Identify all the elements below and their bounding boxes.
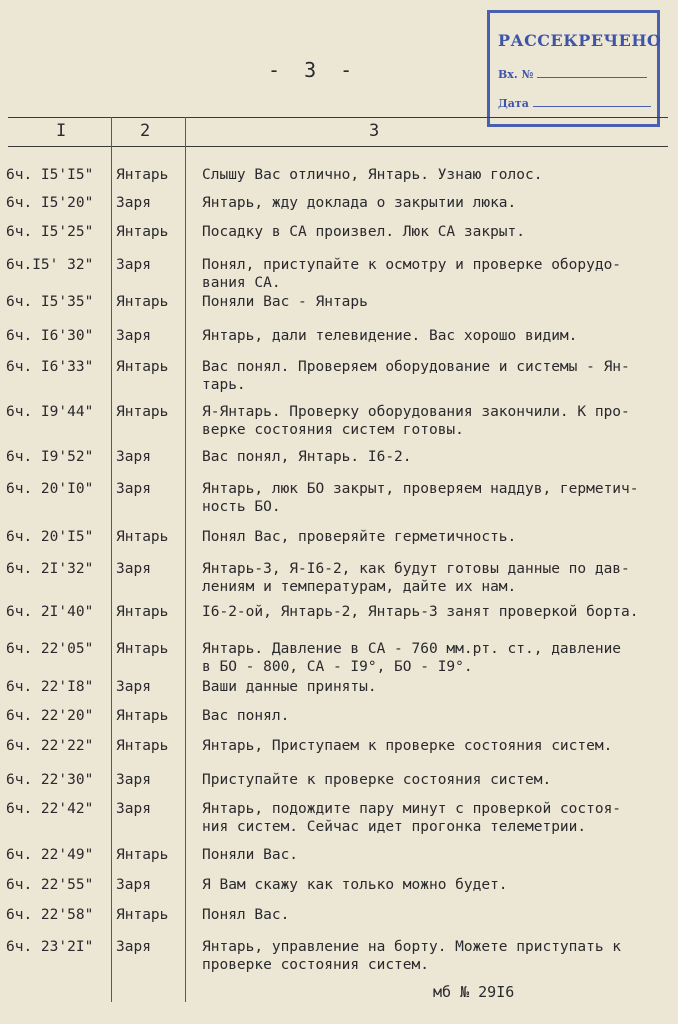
row-callsign: Заря: [116, 449, 151, 465]
row-time: 6ч. I6'33": [6, 359, 94, 375]
row-callsign: Янтарь: [116, 224, 169, 240]
row-message: Вас понял. Проверяем оборудование и системы - Ян- тарь.: [202, 359, 630, 393]
row-time: 6ч.I5' 32": [6, 257, 94, 273]
column-divider-2: [185, 117, 186, 1002]
row-time: 6ч. I5'20": [6, 195, 94, 211]
row-time: 6ч. 23'2I": [6, 939, 94, 955]
stamp-date-label: Дата: [498, 97, 529, 110]
stamp-date: [498, 97, 651, 110]
row-message: Понял Вас.: [202, 907, 290, 923]
row-time: 6ч. 20'I5": [6, 529, 94, 545]
row-callsign: Заря: [116, 679, 151, 695]
row-message: Поняли Вас - Янтарь: [202, 294, 368, 310]
stamp-title: РАССЕКРЕЧЕНО: [498, 31, 662, 50]
document-number: мб № 29I6: [433, 983, 515, 1001]
row-time: 6ч. 2I'40": [6, 604, 94, 620]
row-time: 6ч. 20'I0": [6, 481, 94, 497]
row-callsign: Янтарь: [116, 294, 169, 310]
row-callsign: Заря: [116, 195, 151, 211]
row-time: 6ч. I5'25": [6, 224, 94, 240]
stamp-date-line: [533, 106, 651, 107]
row-time: 6ч. I6'30": [6, 328, 94, 344]
row-callsign: Заря: [116, 877, 151, 893]
row-time: 6ч. 22'49": [6, 847, 94, 863]
row-time: 6ч. 22'55": [6, 877, 94, 893]
row-message: Янтарь. Давление в СА - 760 мм.рт. ст., давление в БО - 800, СА - I9°, БО - I9°.: [202, 641, 622, 675]
row-message: I6-2-ой, Янтарь-2, Янтарь-3 занят проверкой борта.: [202, 604, 639, 620]
table-header-rule: [8, 146, 668, 147]
row-message: Янтарь, дали телевидение. Вас хорошо видим.: [202, 328, 578, 344]
column-header-3: 3: [369, 121, 380, 141]
row-message: Янтарь, жду доклада о закрытии люка.: [202, 195, 517, 211]
column-divider-1: [111, 117, 112, 1002]
row-callsign: Заря: [116, 257, 151, 273]
row-time: 6ч. 2I'32": [6, 561, 94, 577]
row-callsign: Заря: [116, 939, 151, 955]
row-callsign: Янтарь: [116, 907, 169, 923]
stamp-vx-label: Вх. №: [498, 68, 534, 81]
declassified-stamp: [487, 10, 660, 127]
table-top-rule: [8, 117, 668, 118]
row-message: Вас понял, Янтарь. I6-2.: [202, 449, 412, 465]
row-message: Я-Янтарь. Проверку оборудования закончили. К про- верке состояния систем готовы.: [202, 404, 630, 438]
row-time: 6ч. I9'52": [6, 449, 94, 465]
row-time: 6ч. I5'I5": [6, 167, 94, 183]
row-time: 6ч. I5'35": [6, 294, 94, 310]
row-callsign: Заря: [116, 561, 151, 577]
row-callsign: Заря: [116, 801, 151, 817]
row-message: Понял Вас, проверяйте герметичность.: [202, 529, 517, 545]
page-number: - 3 -: [268, 58, 359, 82]
row-callsign: Заря: [116, 772, 151, 788]
stamp-incoming-number: [498, 68, 647, 81]
row-callsign: Янтарь: [116, 604, 169, 620]
row-callsign: Заря: [116, 328, 151, 344]
row-callsign: Янтарь: [116, 167, 169, 183]
row-callsign: Заря: [116, 481, 151, 497]
row-time: 6ч. 22'42": [6, 801, 94, 817]
row-message: Янтарь, управление на борту. Можете приступать к проверке состояния систем.: [202, 939, 622, 973]
row-callsign: Янтарь: [116, 359, 169, 375]
row-message: Янтарь, подождите пару минут с проверкой состоя- ния систем. Сейчас идет прогонка телеметрии.: [202, 801, 622, 835]
row-message: Понял, приступайте к осмотру и проверке оборудо- вания СА.: [202, 257, 622, 291]
row-message: Янтарь, люк БО закрыт, проверяем наддув, герметич- ность БО.: [202, 481, 639, 515]
row-message: Янтарь-3, Я-I6-2, как будут готовы данные по дав- лениям и температурам, дайте их нам.: [202, 561, 630, 595]
row-time: 6ч. 22'05": [6, 641, 94, 657]
row-time: 6ч. 22'20": [6, 708, 94, 724]
column-header-1: I: [56, 121, 67, 141]
row-time: 6ч. I9'44": [6, 404, 94, 420]
row-callsign: Янтарь: [116, 847, 169, 863]
row-callsign: Янтарь: [116, 641, 169, 657]
row-message: Посадку в СА произвел. Люк СА закрыт.: [202, 224, 526, 240]
row-time: 6ч. 22'I8": [6, 679, 94, 695]
row-message: Поняли Вас.: [202, 847, 299, 863]
row-callsign: Янтарь: [116, 738, 169, 754]
stamp-vx-line: [537, 77, 647, 78]
row-time: 6ч. 22'58": [6, 907, 94, 923]
row-message: Ваши данные приняты.: [202, 679, 377, 695]
row-callsign: Янтарь: [116, 404, 169, 420]
row-message: Я Вам скажу как только можно будет.: [202, 877, 508, 893]
row-message: Слышу Вас отлично, Янтарь. Узнаю голос.: [202, 167, 543, 183]
row-message: Приступайте к проверке состояния систем.: [202, 772, 552, 788]
row-callsign: Янтарь: [116, 708, 169, 724]
row-time: 6ч. 22'30": [6, 772, 94, 788]
row-callsign: Янтарь: [116, 529, 169, 545]
row-message: Янтарь, Приступаем к проверке состояния систем.: [202, 738, 613, 754]
row-time: 6ч. 22'22": [6, 738, 94, 754]
column-header-2: 2: [140, 121, 151, 141]
row-message: Вас понял.: [202, 708, 290, 724]
